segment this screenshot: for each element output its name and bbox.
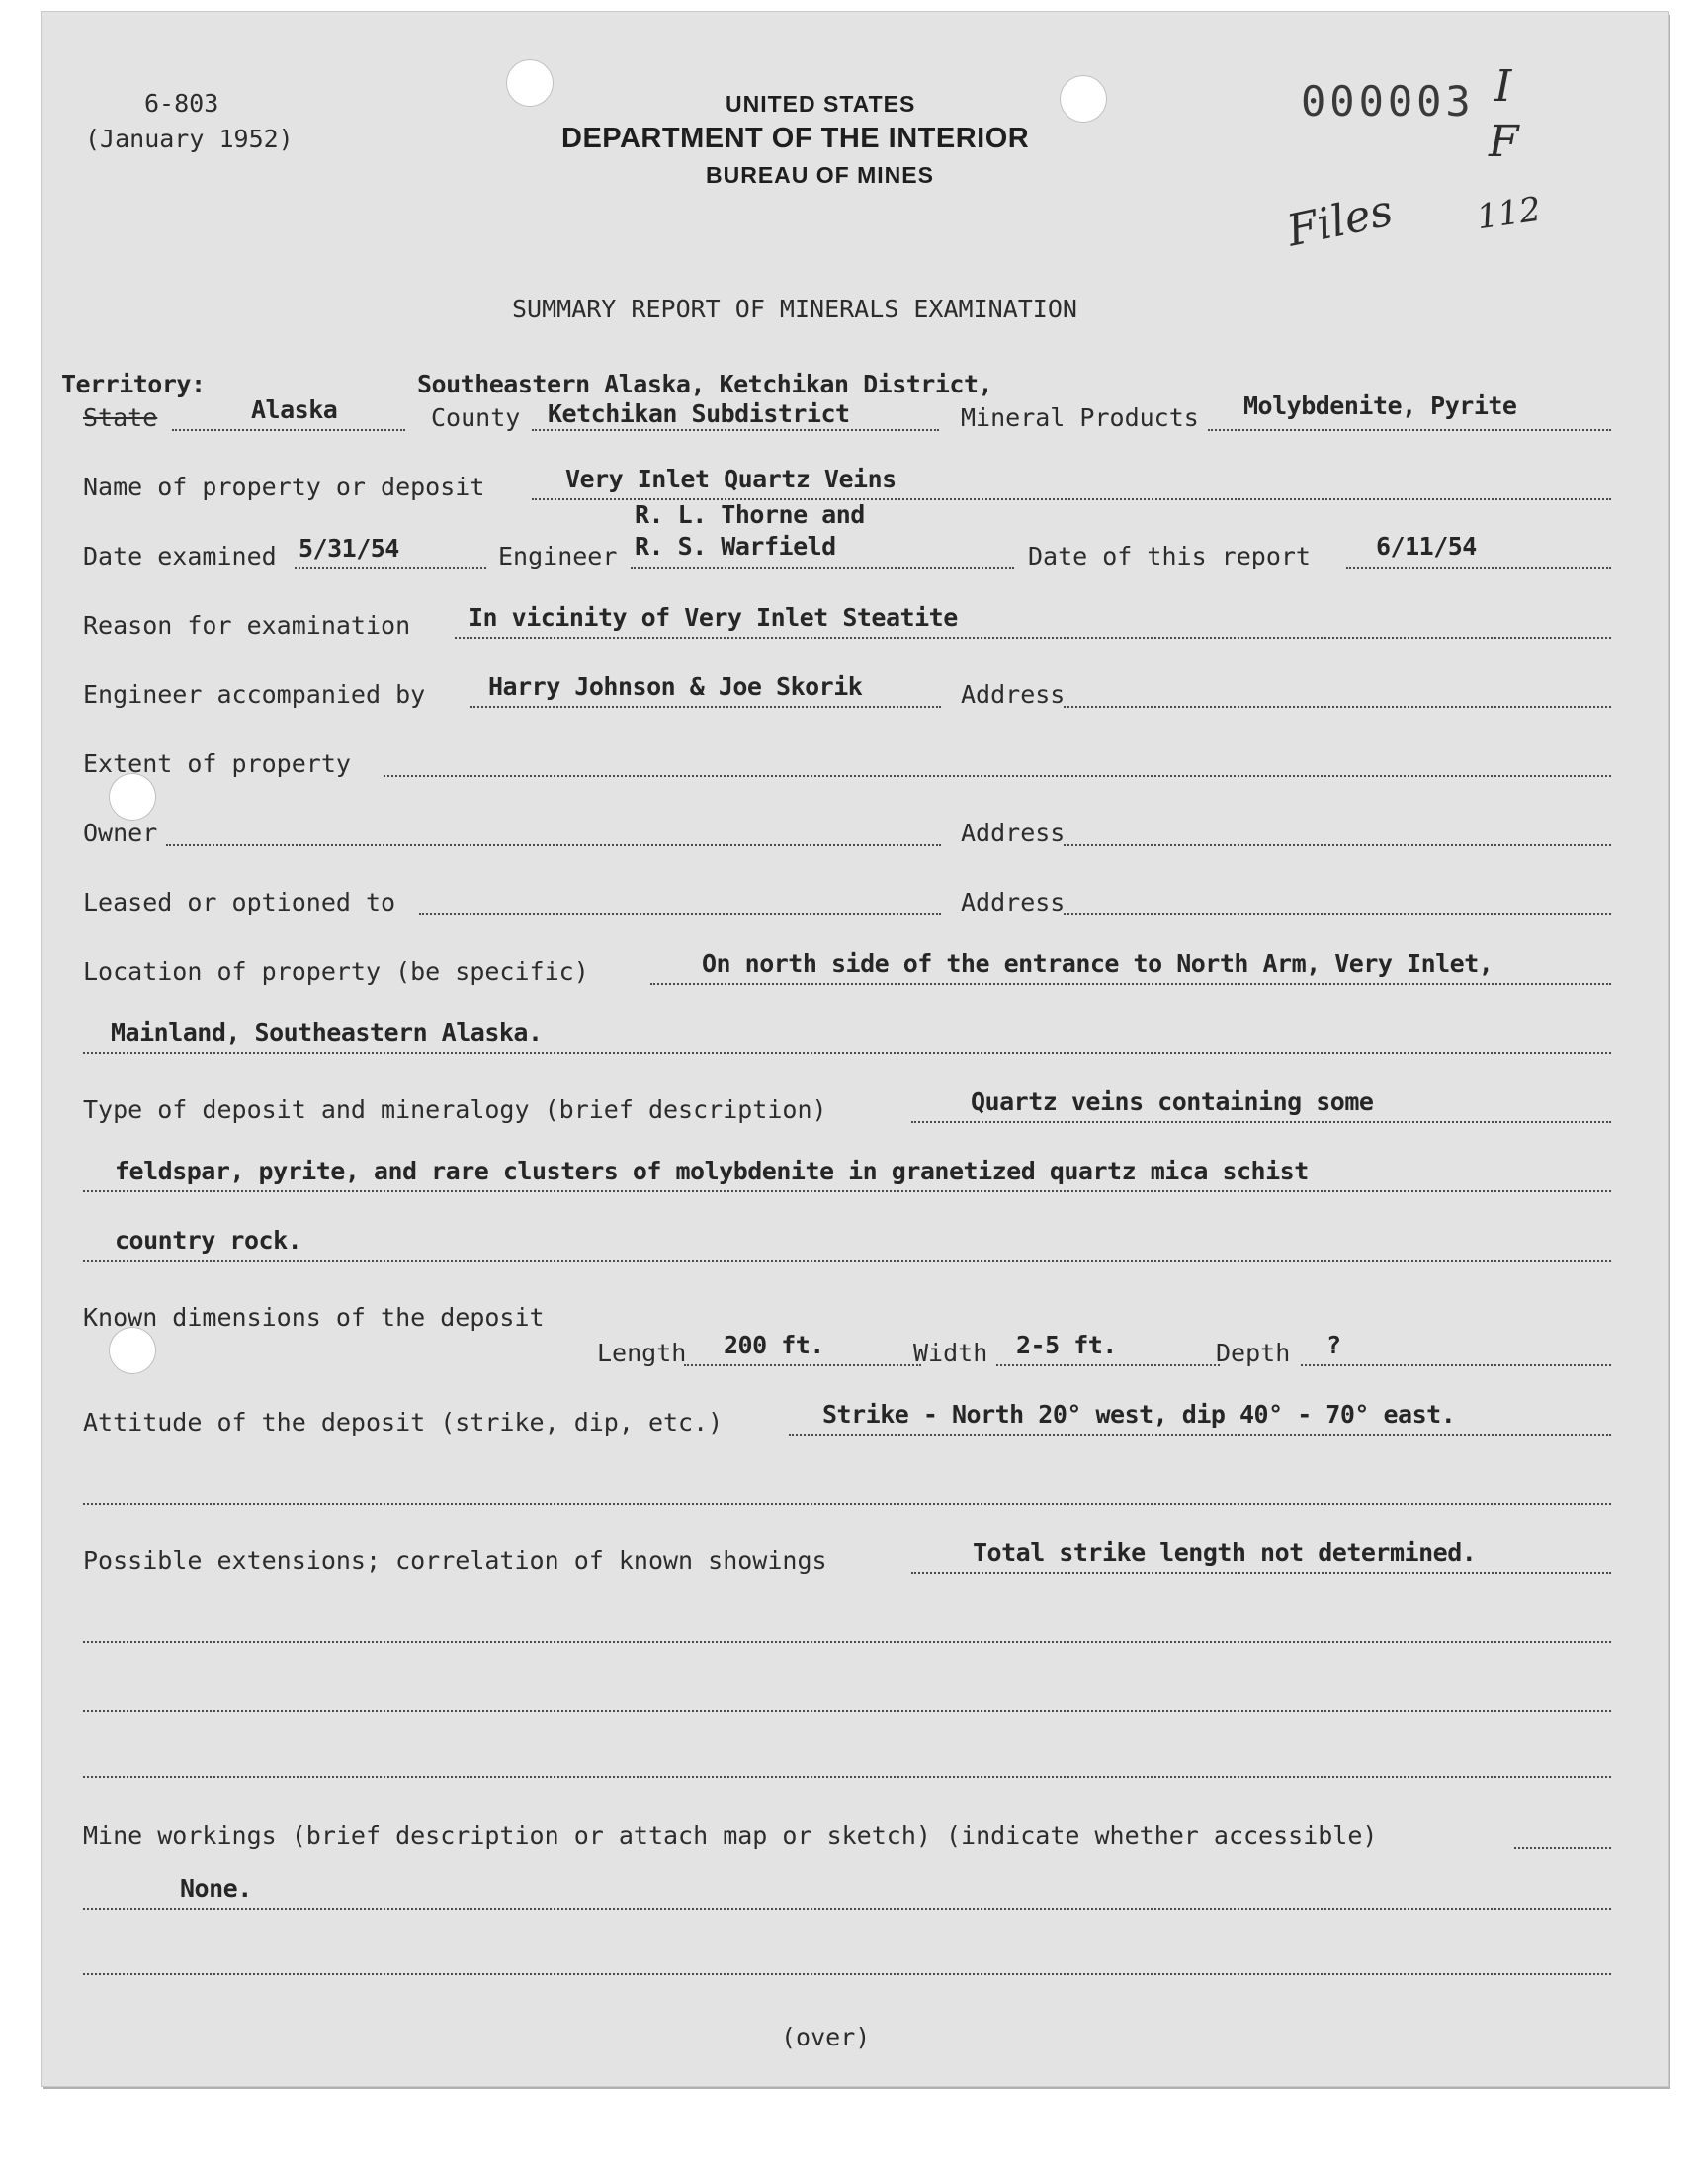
leased-address-line: [1064, 914, 1611, 915]
attitude-value[interactable]: Strike - North 20° west, dip 40° - 70° east.: [822, 1400, 1456, 1429]
mineral-products-label: Mineral Products: [961, 403, 1199, 432]
leased-label: Leased or optioned to: [83, 888, 396, 916]
state-line: [172, 429, 405, 431]
location-line-2: [83, 1052, 1611, 1054]
extensions-line-4: [83, 1776, 1611, 1778]
state-value[interactable]: Alaska: [251, 395, 338, 424]
form-sheet: [42, 12, 1668, 2086]
county-label: County: [431, 403, 521, 432]
width-label: Width: [913, 1339, 988, 1367]
county-value-line2[interactable]: Ketchikan Subdistrict: [548, 399, 850, 428]
width-line: [996, 1364, 1220, 1366]
handwritten-mark-f: F: [1489, 117, 1519, 167]
state-label: State: [83, 403, 158, 432]
depth-value[interactable]: ?: [1326, 1331, 1341, 1359]
reason-value[interactable]: In vicinity of Very Inlet Steatite: [469, 603, 958, 632]
form-id: 6-803: [144, 89, 219, 118]
punch-hole: [109, 1327, 156, 1374]
deposit-type-line-3: [83, 1260, 1611, 1262]
extensions-line-2: [83, 1641, 1611, 1643]
mine-workings-label: Mine workings (brief description or attach map or sketch) (indicate whether accessible): [83, 1821, 1378, 1850]
property-name-value[interactable]: Very Inlet Quartz Veins: [565, 465, 897, 493]
deposit-type-value-line2[interactable]: feldspar, pyrite, and rare clusters of molybdenite in granetized quartz mica schist: [115, 1157, 1309, 1185]
county-value-line1[interactable]: Southeastern Alaska, Ketchikan District,: [417, 370, 993, 398]
accompanied-label: Engineer accompanied by: [83, 680, 426, 709]
dimensions-label: Known dimensions of the deposit: [83, 1303, 545, 1332]
engineer-line: [631, 567, 1014, 569]
extensions-line-3: [83, 1710, 1611, 1712]
length-line: [684, 1364, 921, 1366]
report-date-label: Date of this report: [1028, 542, 1311, 570]
attitude-label: Attitude of the deposit (strike, dip, etc.): [83, 1408, 724, 1436]
accompanied-value[interactable]: Harry Johnson & Joe Skorik: [488, 672, 863, 701]
punch-hole: [109, 773, 156, 821]
owner-address-line: [1064, 844, 1611, 846]
report-title: SUMMARY REPORT OF MINERALS EXAMINATION: [512, 295, 1077, 323]
extensions-value[interactable]: Total strike length not determined.: [973, 1538, 1477, 1567]
attitude-line-2: [83, 1503, 1611, 1505]
mine-workings-line-1: [83, 1908, 1611, 1910]
mine-workings-line-0: [1514, 1847, 1611, 1849]
county-line: [532, 429, 939, 431]
mine-workings-line-2: [83, 1973, 1611, 1975]
deposit-type-label: Type of deposit and mineralogy (brief description): [83, 1095, 827, 1124]
extensions-label: Possible extensions; correlation of known showings: [83, 1546, 827, 1575]
location-value-line2[interactable]: Mainland, Southeastern Alaska.: [111, 1018, 543, 1047]
form-date: (January 1952): [85, 125, 294, 153]
over-footer: (over): [781, 2023, 871, 2051]
deposit-type-line-2: [83, 1190, 1611, 1192]
territory-pretyped: Territory:: [61, 370, 206, 398]
mineral-products-line: [1208, 429, 1611, 431]
length-value[interactable]: 200 ft.: [724, 1331, 824, 1359]
reason-line: [455, 637, 1611, 639]
header-united-states: UNITED STATES: [726, 91, 916, 117]
owner-line: [166, 844, 941, 846]
leased-address-label: Address: [961, 888, 1066, 916]
accompanied-line: [470, 706, 941, 708]
location-label: Location of property (be specific): [83, 957, 589, 986]
owner-address-label: Address: [961, 819, 1066, 847]
extensions-line-1: [911, 1572, 1611, 1574]
handwritten-files-number: 112: [1474, 189, 1544, 238]
extent-label: Extent of property: [83, 749, 351, 778]
mine-workings-value[interactable]: None.: [180, 1874, 252, 1903]
leased-line: [419, 914, 941, 915]
depth-line: [1301, 1364, 1611, 1366]
punch-hole: [1060, 75, 1107, 123]
property-name-label: Name of property or deposit: [83, 473, 485, 501]
accompanied-address-line: [1064, 706, 1611, 708]
punch-hole: [506, 59, 554, 107]
report-date-value[interactable]: 6/11/54: [1376, 532, 1477, 561]
date-examined-value[interactable]: 5/31/54: [299, 534, 399, 563]
header-department: DEPARTMENT OF THE INTERIOR: [561, 123, 1030, 154]
engineer-value-line2[interactable]: R. S. Warfield: [635, 532, 836, 561]
deposit-type-line-1: [911, 1121, 1611, 1123]
reason-label: Reason for examination: [83, 611, 411, 640]
engineer-value-line1[interactable]: R. L. Thorne and: [635, 500, 865, 529]
date-examined-line: [295, 567, 486, 569]
owner-label: Owner: [83, 819, 158, 847]
location-line-1: [650, 983, 1611, 985]
mineral-products-value[interactable]: Molybdenite, Pyrite: [1243, 392, 1517, 420]
file-number: 000003: [1301, 77, 1475, 126]
engineer-label: Engineer: [498, 542, 618, 570]
header-bureau: BUREAU OF MINES: [706, 162, 934, 188]
attitude-line-1: [789, 1434, 1611, 1436]
deposit-type-value-line3[interactable]: country rock.: [115, 1226, 302, 1255]
depth-label: Depth: [1216, 1339, 1291, 1367]
deposit-type-value-line1[interactable]: Quartz veins containing some: [971, 1088, 1374, 1116]
location-value-line1[interactable]: On north side of the entrance to North Arm, Very Inlet,: [702, 949, 1494, 978]
report-date-line: [1346, 567, 1611, 569]
length-label: Length: [597, 1339, 687, 1367]
date-examined-label: Date examined: [83, 542, 277, 570]
width-value[interactable]: 2-5 ft.: [1016, 1331, 1117, 1359]
accompanied-address-label: Address: [961, 680, 1066, 709]
handwritten-mark-i: I: [1494, 61, 1512, 112]
extent-line: [384, 775, 1611, 777]
handwritten-files: Files: [1282, 185, 1398, 257]
